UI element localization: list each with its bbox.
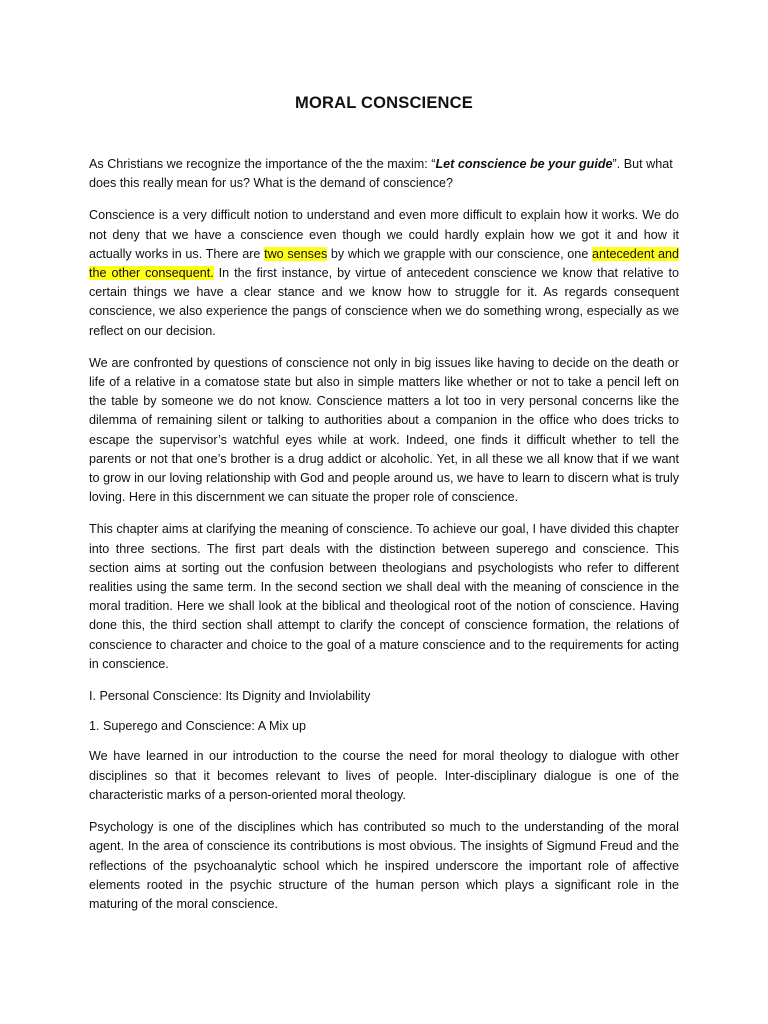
page-title: MORAL CONSCIENCE (295, 94, 473, 112)
paragraph-intro-text-a: As Christians we recognize the importance of the the maxim: “ (89, 157, 436, 171)
section-heading-personal-conscience: I. Personal Conscience: Its Dignity and Inviolability (89, 689, 371, 704)
maxim-quote: Let conscience be your guide (435, 157, 613, 171)
paragraph-chapter-aims: This chapter aims at clarifying the meaning of conscience. To achieve our goal, I have divided this chapter into three sections. The first part deals with the distinction between superego and conscience. This section aims at sorting out the confusion between theologians and psychologists who refer to different realities using the same term. In the second section we shall deal with the meaning of conscience in the moral tradition. Here we shall look at the biblical and theological root of the notion of conscience. Having done this, the third section shall attempt to clarify the concept of conscience formation, the relations of conscience to character and choice to the goal of a mature conscience and to the requirements for acting in conscience. (89, 522, 679, 671)
paragraph-psychology: Psychology is one of the disciplines which has contributed so much to the understanding of the moral agent. In the area of conscience its contributions is most obvious. The insights of Sigmund Freud and the reflections of the psychoanalytic school which he inspired underscore the important role of affective elements rooted in the psychic structure of the human person which plays a significant role in the maturing of the moral conscience. (89, 820, 679, 911)
highlight-two-senses: two senses (264, 246, 328, 261)
paragraph-2-text-a: Conscience is a very difficult notion to understand and even more difficult to explain how it works. We do not deny that we have a conscience even though we could hardly explain how we got it and how it actually works in us. There are (89, 208, 679, 261)
paragraph-intro (89, 155, 679, 193)
paragraph-interdisciplinary: We have learned in our introduction to the course the need for moral theology to dialogue with other disciplines so that it becomes relevant to lives of people. Inter-disciplinary dialogue is one of the characteristic marks of a person-oriented moral theology. (89, 749, 679, 802)
paragraph-intro-text-b: ”. But what does this really mean for us? What is the demand of conscience? (89, 157, 673, 191)
highlight-antecedent-consequent: antecedent and the other consequent. (89, 246, 680, 281)
paragraph-questions-of-conscience: We are confronted by questions of conscience not only in big issues like having to decide on the death or life of a relative in a comatose state but also in simple matters like whether or not to take a pencil left on the table by someone we do not know. Conscience matters a lot too in very personal concerns like the dilemma of remaining silent or talking to authorities about a companion in the office who does tricks to escape the supervisor’s watchful eyes while at work. Indeed, one finds it difficult whether to tell the parents or not that one’s brother is a drug addict or alcoholic. Yet, in all these we all know that if we want to grow in our loving relationship with God and people around us, we have to learn to discern what is truly loving. Here in this discernment we can situate the proper role of conscience. (89, 355, 679, 505)
document-body (89, 155, 679, 927)
paragraph-2-text-b: by which we grapple with our conscience, one (327, 246, 592, 261)
paragraph-conscience-senses (89, 206, 679, 340)
subsection-heading-superego: 1. Superego and Conscience: A Mix up (89, 719, 307, 734)
paragraph-2-text-c: In the first instance, by virtue of antecedent conscience we know that relative to certain things we have a clear stance and we know how to struggle for it. As regards consequent conscience, we also experience the pangs of conscience when we do something wrong, especially as we reflect on our decision. (89, 266, 679, 338)
